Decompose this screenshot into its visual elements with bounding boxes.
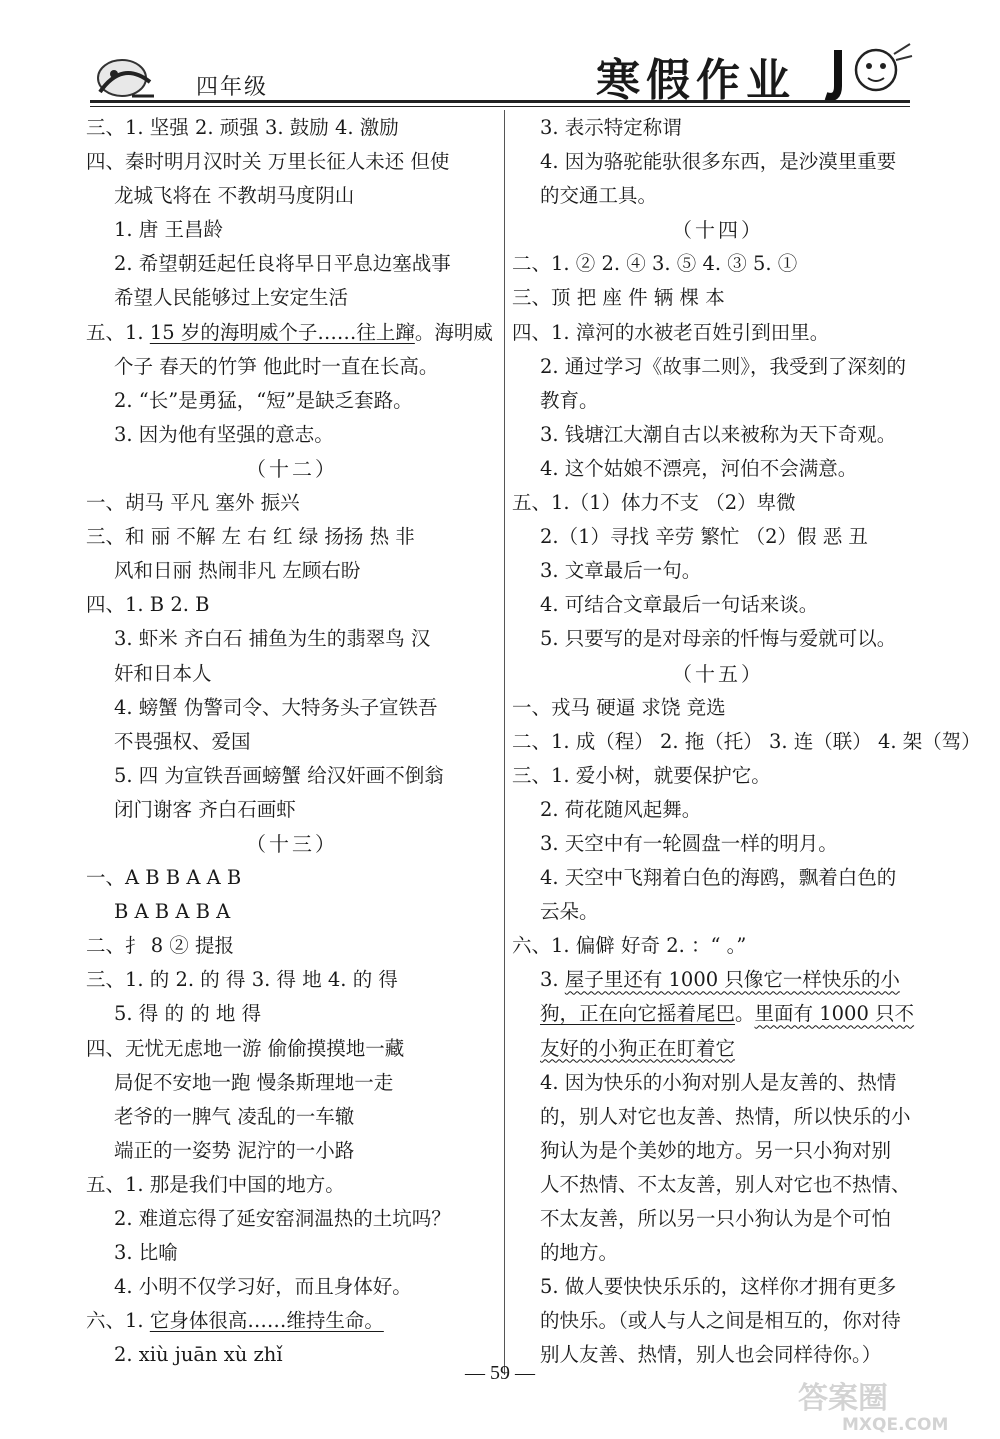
watermark-en: MXQE.COM	[842, 1415, 949, 1434]
answer-line	[86, 725, 498, 759]
answer-text: 4. 小明不仅学习好，而且身体好。	[114, 1275, 412, 1299]
answer-text: B A B A B A	[114, 900, 231, 924]
answer-line	[512, 691, 924, 725]
answer-text: 一、A B B A A B	[86, 866, 242, 890]
answer-text: 2.（1）寻找 辛劳 繁忙 （2）假 恶 丑	[540, 525, 868, 549]
answer-text: 3. 天空中有一轮圆盘一样的明月。	[540, 831, 838, 855]
answer-text: 五、1.	[86, 320, 144, 344]
answer-text: 2. 难道忘得了延安窑洞温热的土坑吗？	[114, 1207, 451, 1230]
answer-line	[512, 316, 924, 350]
answer-text: 四、1. B 2. B	[86, 593, 210, 617]
answer-text: 4. 因为骆驼能驮很多东西，是沙漠里重要	[540, 150, 897, 174]
answer-line	[512, 1304, 924, 1338]
right-column	[512, 111, 981, 1372]
answer-text: （十五）	[672, 661, 764, 686]
wavy-underlined-text: 友好的小狗正在盯着它	[540, 1036, 736, 1060]
answer-text: 不太友善，所以另一只小狗认为是个可怕	[540, 1207, 892, 1230]
answer-line	[512, 929, 924, 963]
answer-line	[512, 111, 924, 145]
answer-line	[86, 1236, 498, 1270]
answer-text: 2. xiù juān xù zhǐ	[114, 1343, 283, 1367]
answer-line	[86, 861, 498, 895]
answer-text: 五、1. 那是我们中国的地方。	[86, 1172, 345, 1196]
answer-text: 三、和 丽 不解 左 右 红 绿 扬扬 热 非	[86, 525, 415, 549]
answer-text: 龙城飞将在 不教胡马度阴山	[114, 184, 355, 208]
answer-line	[86, 520, 498, 554]
answer-text: 局促不安地一跑 慢条斯理地一走	[114, 1070, 394, 1094]
answer-line	[512, 520, 924, 554]
page-header	[0, 0, 1000, 110]
answer-line	[86, 657, 498, 691]
grade-label: 四年级	[196, 75, 269, 100]
answer-text: 六、1.	[86, 1309, 144, 1333]
answer-text: 3. 虾米 齐白石 捕鱼为生的翡翠鸟 汉	[114, 627, 431, 651]
left-column	[86, 111, 498, 1372]
answer-text: 教育。	[540, 388, 599, 412]
answer-text: 3. 钱塘江大潮自古以来被称为天下奇观。	[540, 422, 897, 446]
answer-text: 的，别人对它也友善、热情，所以快乐的小	[540, 1104, 911, 1128]
answer-text: 1. 唐 王昌龄	[114, 218, 224, 242]
answer-text: （十三）	[246, 831, 338, 856]
answer-line	[86, 759, 498, 793]
answer-line	[86, 622, 498, 656]
answer-line	[86, 588, 498, 622]
answer-line	[512, 554, 924, 588]
answer-line	[86, 213, 498, 247]
answer-line	[86, 1270, 498, 1304]
answer-line	[86, 418, 498, 452]
answer-text: 个子 春天的竹笋 他此时一直在长高。	[114, 354, 439, 378]
underlined-text: 狗，正在向它摇着尾巴	[540, 1002, 736, 1026]
section-heading	[86, 827, 498, 861]
answer-line	[86, 179, 498, 213]
section-heading	[512, 657, 924, 691]
answer-text: 三、1. 爱小树，就要保护它。	[512, 763, 771, 787]
answer-line	[86, 1134, 498, 1168]
answer-text: 2. 希望朝廷起任良将早日平息边塞战事	[114, 252, 451, 276]
page-number: — 59 —	[465, 1362, 535, 1384]
answer-line	[512, 895, 924, 929]
answer-line	[86, 1100, 498, 1134]
answer-line	[512, 1236, 924, 1270]
answer-text: （十二）	[246, 456, 338, 481]
answer-line	[86, 1168, 498, 1202]
answer-text: 3. 文章最后一句。	[540, 559, 702, 583]
answer-text: 3. 因为他有坚强的意志。	[114, 422, 334, 446]
answer-line	[512, 179, 924, 213]
answer-text: 端正的一姿势 泥泞的一小路	[114, 1138, 355, 1162]
answer-line	[86, 929, 498, 963]
answer-line	[86, 895, 498, 929]
answer-text: 2. 通过学习《故事二则》，我受到了深刻的	[540, 354, 907, 378]
answer-text: 二、1. ② 2. ④ 3. ⑤ 4. ③ 5. ①	[512, 252, 798, 276]
wavy-underlined-text: 屋子里还有 1000 只像它一样快乐的小	[564, 968, 900, 992]
answer-line	[512, 1270, 924, 1304]
answer-text: 三、1. 的 2. 的 得 3. 得 地 4. 的 得	[86, 968, 398, 992]
answer-text: 不畏强权、爱国	[114, 729, 251, 753]
answer-text: 二、1. 成（程） 2. 拖（托） 3. 连（联） 4. 架（驾）	[512, 729, 981, 753]
watermark-cn: 答案圈	[798, 1381, 888, 1416]
answer-text: 四、1. 漳河的水被老百姓引到田里。	[512, 320, 830, 344]
answer-text: 一、戎马 硬逼 求饶 竞选	[512, 695, 726, 719]
answer-line	[512, 247, 924, 281]
answer-text: 3. 比喻	[114, 1241, 178, 1265]
answer-text: （十四）	[672, 218, 764, 243]
answer-line	[512, 145, 924, 179]
answer-text: 3. 表示特定称谓	[540, 116, 682, 139]
answer-text: 4. 螃蟹 伪警司令、大特务头子宣铁吾	[114, 695, 438, 719]
answer-text: 5. 做人要快快乐乐的，这样你才拥有更多	[540, 1275, 897, 1299]
answer-text: 2. “长”是勇猛，“短”是缺乏套路。	[114, 388, 413, 412]
answer-line	[86, 486, 498, 520]
answer-line	[512, 1032, 924, 1066]
answer-text: 风和日丽 热闹非凡 左顾右盼	[114, 559, 361, 583]
answer-line	[512, 281, 924, 315]
answer-text: 希望人民能够过上安定生活	[114, 286, 349, 310]
answer-line	[512, 1134, 924, 1168]
answer-line	[512, 963, 924, 997]
answer-line	[512, 350, 924, 384]
mascot-logo-icon	[824, 40, 914, 106]
answer-line	[512, 418, 924, 452]
answer-text: 闭门谢客 齐白石画虾	[114, 797, 296, 821]
cartoon-logo-icon	[92, 52, 160, 102]
wavy-underlined-text: 里面有 1000 只不	[754, 1002, 915, 1026]
answer-line	[86, 384, 498, 418]
answer-text: 4. 这个姑娘不漂亮，河伯不会满意。	[540, 456, 858, 480]
answer-line	[86, 281, 498, 315]
answer-line	[512, 622, 924, 656]
answer-text-tail: 。海明威	[414, 320, 493, 344]
answer-line	[512, 1100, 924, 1134]
answer-line	[86, 350, 498, 384]
answer-text: 的快乐。（或人与人之间是相互的，你对待	[540, 1309, 901, 1333]
answer-line	[86, 1066, 498, 1100]
answer-line	[86, 1032, 498, 1066]
answer-line	[86, 145, 498, 179]
answer-line	[86, 554, 498, 588]
answer-text: 一、胡马 平凡 塞外 振兴	[86, 491, 300, 515]
answer-line	[86, 793, 498, 827]
answer-line	[86, 111, 498, 145]
answer-line	[86, 963, 498, 997]
answer-line	[86, 997, 498, 1031]
answer-line	[512, 997, 924, 1031]
answer-text: 老爷的一脾气 凌乱的一车辙	[114, 1104, 355, 1128]
answer-text: 三、顶 把 座 件 辆 棵 本	[512, 286, 725, 310]
brand-title: 寒假作业	[596, 55, 796, 106]
header-rule-thick	[90, 100, 910, 103]
answer-line	[512, 588, 924, 622]
section-heading	[512, 213, 924, 247]
answer-line	[512, 861, 924, 895]
section-heading	[86, 452, 498, 486]
answer-text: 5. 只要写的是对母亲的忏悔与爱就可以。	[540, 627, 897, 651]
answer-text: 四、无忧无虑地一游 偷偷摸摸地一藏	[86, 1036, 405, 1060]
answer-line	[512, 827, 924, 861]
answer-text: 六、1. 偏僻 好奇 2. ：“ 。”	[512, 934, 747, 958]
answer-line	[512, 1066, 924, 1100]
answer-line	[512, 1168, 924, 1202]
answer-line	[512, 1202, 924, 1236]
answer-text: 4. 可结合文章最后一句话来谈。	[540, 593, 819, 617]
answer-line	[512, 384, 924, 418]
answer-text: 5. 四 为宣铁吾画螃蟹 给汉奸画不倒翁	[114, 763, 444, 787]
answer-text: 4. 因为快乐的小狗对别人是友善的、热情	[540, 1070, 897, 1094]
answer-text: 狗认为是个美妙的地方。另一只小狗对别	[540, 1138, 892, 1162]
header-rule-thin	[90, 106, 910, 107]
answer-text: 三、1. 坚强 2. 顽强 3. 鼓励 4. 激励	[86, 116, 399, 139]
answer-line	[86, 1202, 498, 1236]
answer-line	[512, 759, 924, 793]
answer-text: 4. 天空中飞翔着白色的海鸥，飘着白色的	[540, 866, 897, 890]
answer-text: 云朵。	[540, 900, 599, 924]
answer-text: 2. 荷花随风起舞。	[540, 797, 702, 821]
answer-text: 5. 得 的 的 地 得	[114, 1002, 262, 1026]
answer-text: 的交通工具。	[540, 184, 658, 208]
answer-line	[86, 691, 498, 725]
answer-line	[512, 725, 981, 759]
underlined-text: 它身体很高……维持生命。	[149, 1309, 384, 1333]
answer-line	[512, 486, 924, 520]
answer-text: 人不热情、不太友善，别人对它也不热情、	[540, 1172, 911, 1196]
answer-line	[512, 793, 924, 827]
answer-line	[86, 1304, 498, 1338]
underlined-text: 15 岁的海明威个子……往上蹿	[149, 320, 415, 344]
column-divider	[504, 110, 505, 1375]
answer-text: 别人友善、热情，别人也会同样待你。）	[540, 1343, 882, 1367]
answer-text: 3.	[540, 968, 559, 992]
answer-text: 二、扌 8 ② 提报	[86, 934, 235, 958]
answer-text: 四、秦时明月汉时关 万里长征人未还 但使	[86, 150, 450, 174]
answer-text-tail: 。	[735, 1002, 755, 1026]
answer-text: 五、1.（1）体力不支 （2）卑微	[512, 491, 796, 515]
answer-line	[86, 247, 498, 281]
answer-line	[512, 452, 924, 486]
answer-line	[86, 316, 498, 350]
watermark-logo	[790, 1374, 990, 1434]
answer-text: 奸和日本人	[114, 661, 212, 685]
answer-text: 的地方。	[540, 1241, 619, 1265]
